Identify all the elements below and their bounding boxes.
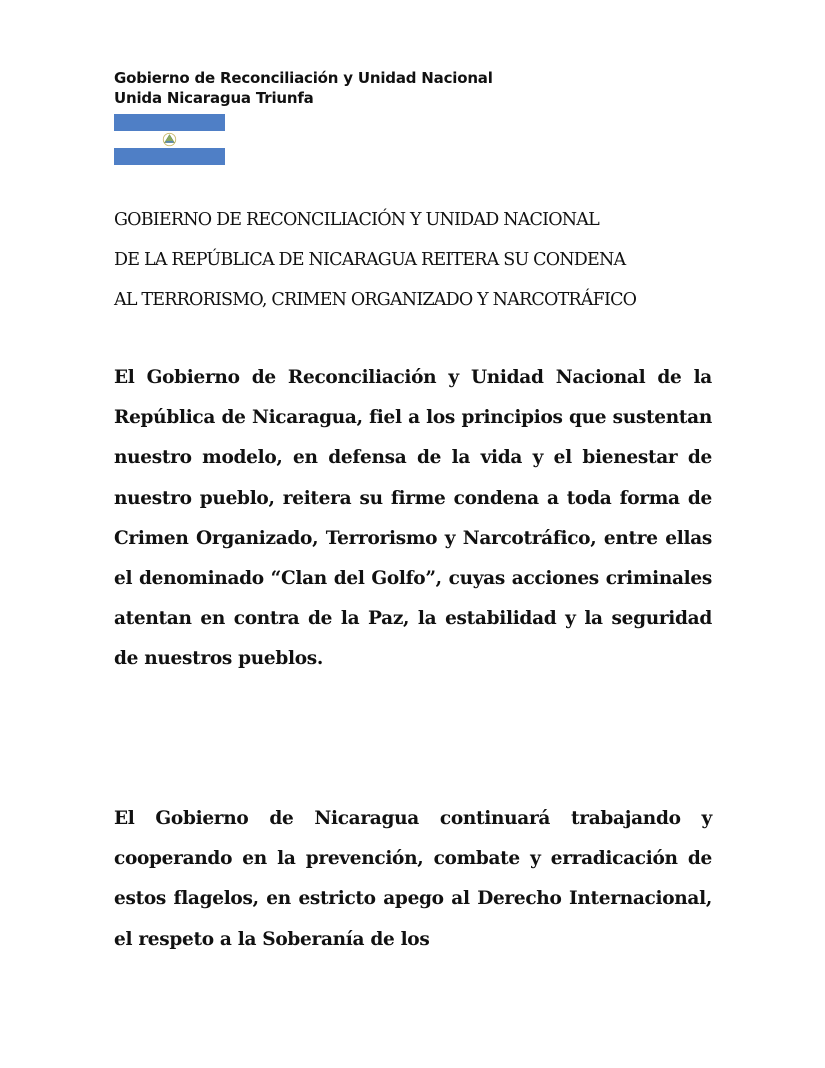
flag-bottom-stripe — [114, 148, 225, 165]
letterhead-line-2: Unida Nicaragua Triunfa — [114, 89, 314, 107]
letterhead — [114, 68, 493, 108]
document-title — [114, 200, 714, 320]
title-line-3: AL TERRORISMO, CRIMEN ORGANIZADO Y NARCOTRÁFICO — [114, 290, 637, 310]
nicaragua-flag-icon — [114, 114, 225, 165]
body-paragraph-2: El Gobierno de Nicaragua continuará trabajando y cooperando en la prevención, combate y erradicación de estos flagelos, en estricto apego al Derecho Internacional, el respeto a la Soberanía de los — [114, 808, 712, 950]
letterhead-line-1: Gobierno de Reconciliación y Unidad Nacional — [114, 69, 493, 87]
title-line-1: GOBIERNO DE RECONCILIACIÓN Y UNIDAD NACIONAL — [114, 210, 599, 230]
title-line-2: DE LA REPÚBLICA DE NICARAGUA REITERA SU CONDENA — [114, 250, 626, 270]
body-paragraph-1: El Gobierno de Reconciliación y Unidad Nacional de la República de Nicaragua, fiel a los principios que sustentan nuestro modelo, en defensa de la vida y el bienestar de nuestro pueblo, reitera su firme condena a toda forma de Crimen Organizado, Terrorismo y Narcotráfico, entre ellas el denominado “Clan del Golfo”, cuyas acciones criminales atentan en contra de la Paz, la estabilidad y la seguridad de nuestros pueblos. — [114, 367, 712, 670]
flag-top-stripe — [114, 114, 225, 131]
